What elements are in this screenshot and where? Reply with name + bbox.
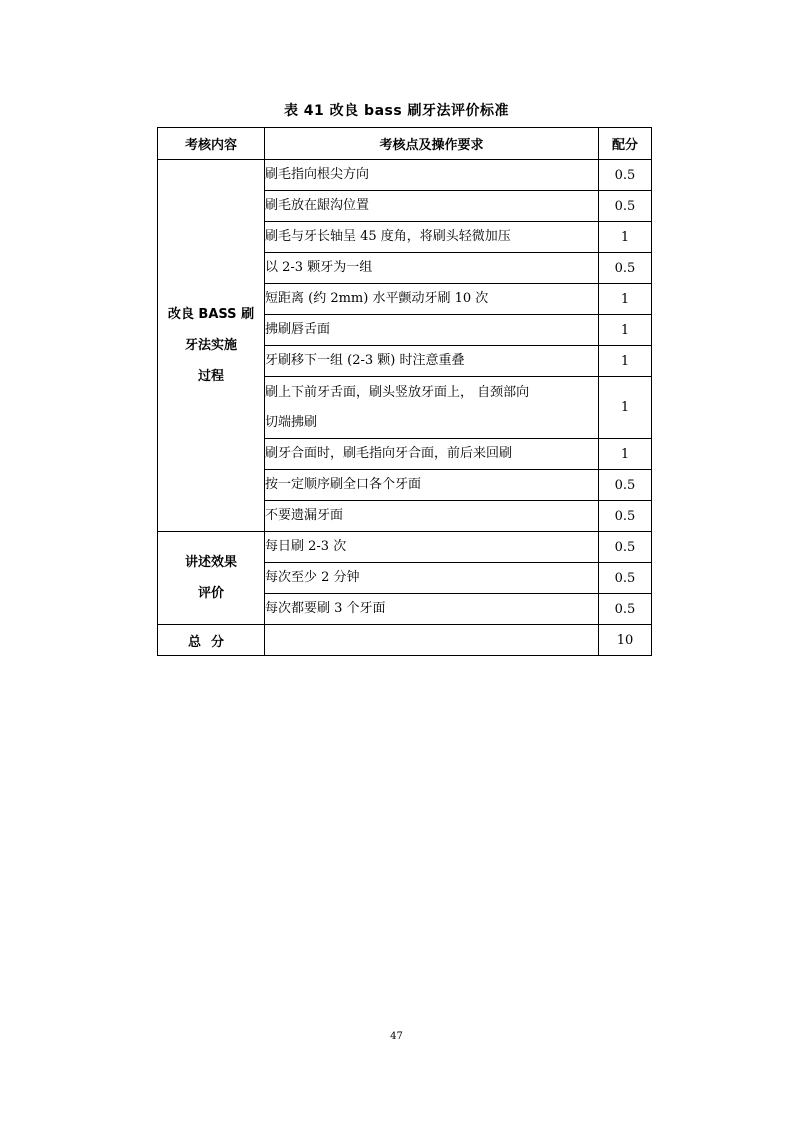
requirement-cell: 短距离 (约 2mm) 水平颤动牙刷 10 次 [265, 284, 599, 315]
category-cell [158, 532, 265, 625]
table-row [158, 532, 652, 563]
requirement-cell: 每日刷 2-3 次 [265, 532, 599, 563]
score-cell: 0.5 [599, 470, 652, 501]
score-cell: 1 [599, 284, 652, 315]
requirement-cell: 刷毛指向根尖方向 [265, 160, 599, 191]
total-empty-cell [265, 625, 599, 656]
score-cell: 0.5 [599, 253, 652, 284]
score-cell: 1 [599, 439, 652, 470]
category-line: 过程 [197, 369, 224, 384]
total-label: 总分 [158, 625, 265, 656]
category-line: 讲述效果 [184, 555, 237, 570]
total-score: 10 [599, 625, 652, 656]
score-cell: 0.5 [599, 160, 652, 191]
table-row [158, 160, 652, 191]
category-line: 改良 BASS 刷 [167, 307, 255, 322]
header-content: 考核内容 [158, 128, 265, 160]
requirement-cell: 不要遗漏牙面 [265, 501, 599, 532]
header-requirements: 考核点及操作要求 [265, 128, 599, 160]
evaluation-table [157, 127, 652, 656]
header-score: 配分 [599, 128, 652, 160]
total-row [158, 625, 652, 656]
score-cell: 1 [599, 377, 652, 439]
requirement-cell: 刷毛放在龈沟位置 [265, 191, 599, 222]
category-line: 评价 [197, 586, 224, 601]
requirement-line: 切端拂刷 [265, 414, 318, 430]
requirement-cell: 刷牙合面时，刷毛指向牙合面，前后来回刷 [265, 439, 599, 470]
score-cell: 1 [599, 315, 652, 346]
table-header-row [158, 128, 652, 160]
score-cell: 1 [599, 222, 652, 253]
score-cell: 0.5 [599, 191, 652, 222]
requirement-cell [265, 377, 599, 439]
category-cell [158, 160, 265, 532]
table-caption: 表 41 改良 bass 刷牙法评价标准 [283, 103, 510, 119]
requirement-cell: 按一定顺序刷全口各个牙面 [265, 470, 599, 501]
score-cell: 0.5 [599, 532, 652, 563]
score-cell: 1 [599, 346, 652, 377]
requirement-cell: 牙刷移下一组 (2-3 颗) 时注意重叠 [265, 346, 599, 377]
requirement-cell: 拂刷唇舌面 [265, 315, 599, 346]
category-line: 牙法实施 [184, 338, 237, 353]
requirement-cell: 每次至少 2 分钟 [265, 563, 599, 594]
requirement-line: 刷上下前牙舌面，刷头竖放牙面上， 自颈部向 [265, 384, 530, 400]
requirement-cell: 刷毛与牙长轴呈 45 度角，将刷头轻微加压 [265, 222, 599, 253]
score-cell: 0.5 [599, 501, 652, 532]
requirement-cell: 以 2-3 颗牙为一组 [265, 253, 599, 284]
score-cell: 0.5 [599, 594, 652, 625]
score-cell: 0.5 [599, 563, 652, 594]
page-number: 47 [390, 1031, 403, 1042]
requirement-cell: 每次都要刷 3 个牙面 [265, 594, 599, 625]
